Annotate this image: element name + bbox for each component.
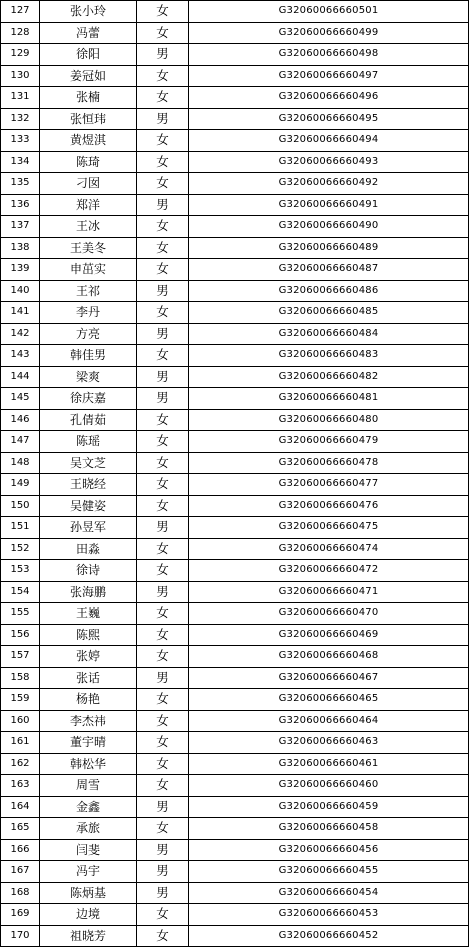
table-row [1, 882, 469, 904]
row-number: 140 [1, 280, 40, 302]
student-name: 杨艳 [40, 689, 137, 711]
row-number: 160 [1, 710, 40, 732]
student-name: 徐庆嘉 [40, 388, 137, 410]
student-name: 刁囡 [40, 173, 137, 195]
student-gender: 女 [137, 775, 189, 797]
row-number: 130 [1, 65, 40, 87]
student-gender: 男 [137, 517, 189, 539]
student-id: G32060066660452 [189, 925, 469, 947]
row-number: 134 [1, 151, 40, 173]
student-gender: 女 [137, 1, 189, 23]
row-number: 158 [1, 667, 40, 689]
student-gender: 女 [137, 710, 189, 732]
table-row [1, 603, 469, 625]
row-number: 149 [1, 474, 40, 496]
student-gender: 女 [137, 560, 189, 582]
row-number: 145 [1, 388, 40, 410]
student-gender: 女 [137, 22, 189, 44]
student-name: 黄煜淇 [40, 130, 137, 152]
row-number: 159 [1, 689, 40, 711]
table-row [1, 409, 469, 431]
student-gender: 女 [137, 474, 189, 496]
table-row [1, 323, 469, 345]
student-name: 王美冬 [40, 237, 137, 259]
student-gender: 女 [137, 237, 189, 259]
table-row [1, 216, 469, 238]
student-id: G32060066660481 [189, 388, 469, 410]
student-id: G32060066660474 [189, 538, 469, 560]
student-gender: 女 [137, 216, 189, 238]
row-number: 136 [1, 194, 40, 216]
student-name: 承旅 [40, 818, 137, 840]
table-row [1, 667, 469, 689]
row-number: 142 [1, 323, 40, 345]
table-row [1, 22, 469, 44]
table-row [1, 904, 469, 926]
row-number: 166 [1, 839, 40, 861]
student-id: G32060066660490 [189, 216, 469, 238]
row-number: 169 [1, 904, 40, 926]
row-number: 152 [1, 538, 40, 560]
student-gender: 女 [137, 904, 189, 926]
student-id: G32060066660475 [189, 517, 469, 539]
student-name: 韩佳男 [40, 345, 137, 367]
row-number: 132 [1, 108, 40, 130]
student-id: G32060066660493 [189, 151, 469, 173]
student-id: G32060066660477 [189, 474, 469, 496]
student-id: G32060066660479 [189, 431, 469, 453]
student-gender: 女 [137, 925, 189, 947]
table-row [1, 646, 469, 668]
table-row [1, 775, 469, 797]
table-row [1, 796, 469, 818]
student-id: G32060066660482 [189, 366, 469, 388]
student-gender: 女 [137, 259, 189, 281]
row-number: 170 [1, 925, 40, 947]
student-id: G32060066660458 [189, 818, 469, 840]
student-gender: 女 [137, 689, 189, 711]
row-number: 155 [1, 603, 40, 625]
student-name: 王祁 [40, 280, 137, 302]
row-number: 144 [1, 366, 40, 388]
table-row [1, 65, 469, 87]
row-number: 164 [1, 796, 40, 818]
student-id: G32060066660499 [189, 22, 469, 44]
student-name: 张婷 [40, 646, 137, 668]
row-number: 165 [1, 818, 40, 840]
student-id: G32060066660487 [189, 259, 469, 281]
student-name: 郑洋 [40, 194, 137, 216]
student-id: G32060066660476 [189, 495, 469, 517]
student-name: 梁爽 [40, 366, 137, 388]
student-id: G32060066660471 [189, 581, 469, 603]
table-row [1, 452, 469, 474]
row-number: 143 [1, 345, 40, 367]
student-name: 周雪 [40, 775, 137, 797]
table-row [1, 710, 469, 732]
table-row [1, 431, 469, 453]
student-name: 陈炳基 [40, 882, 137, 904]
table-row [1, 130, 469, 152]
table-row [1, 753, 469, 775]
student-gender: 女 [137, 495, 189, 517]
student-name: 陈熙 [40, 624, 137, 646]
student-gender: 男 [137, 323, 189, 345]
table-row [1, 173, 469, 195]
table-row [1, 259, 469, 281]
row-number: 127 [1, 1, 40, 23]
student-id: G32060066660454 [189, 882, 469, 904]
student-name: 吴健姿 [40, 495, 137, 517]
student-gender: 女 [137, 409, 189, 431]
student-id: G32060066660463 [189, 732, 469, 754]
student-gender: 男 [137, 388, 189, 410]
student-id: G32060066660492 [189, 173, 469, 195]
table-row [1, 1, 469, 23]
table-row [1, 732, 469, 754]
student-gender: 女 [137, 538, 189, 560]
student-gender: 男 [137, 44, 189, 66]
row-number: 131 [1, 87, 40, 109]
student-gender: 男 [137, 861, 189, 883]
table-row [1, 818, 469, 840]
student-gender: 女 [137, 603, 189, 625]
table-row [1, 624, 469, 646]
row-number: 128 [1, 22, 40, 44]
row-number: 133 [1, 130, 40, 152]
table-row [1, 108, 469, 130]
student-name: 姜冠如 [40, 65, 137, 87]
row-number: 147 [1, 431, 40, 453]
student-id: G32060066660494 [189, 130, 469, 152]
student-id: G32060066660498 [189, 44, 469, 66]
student-id: G32060066660461 [189, 753, 469, 775]
row-number: 151 [1, 517, 40, 539]
student-name: 边境 [40, 904, 137, 926]
table-row [1, 237, 469, 259]
table-row [1, 366, 469, 388]
student-name: 徐诗 [40, 560, 137, 582]
student-id: G32060066660478 [189, 452, 469, 474]
student-gender: 女 [137, 302, 189, 324]
student-name: 金鑫 [40, 796, 137, 818]
student-id: G32060066660495 [189, 108, 469, 130]
student-name: 张小玲 [40, 1, 137, 23]
student-id: G32060066660455 [189, 861, 469, 883]
table-row [1, 280, 469, 302]
student-name: 李杰祎 [40, 710, 137, 732]
student-name: 田淼 [40, 538, 137, 560]
student-gender: 男 [137, 366, 189, 388]
row-number: 161 [1, 732, 40, 754]
student-id: G32060066660497 [189, 65, 469, 87]
student-gender: 男 [137, 194, 189, 216]
student-id: G32060066660464 [189, 710, 469, 732]
student-id: G32060066660470 [189, 603, 469, 625]
student-gender: 女 [137, 431, 189, 453]
student-name: 申茁实 [40, 259, 137, 281]
student-id: G32060066660496 [189, 87, 469, 109]
student-gender: 男 [137, 839, 189, 861]
student-name: 冯宇 [40, 861, 137, 883]
student-id: G32060066660489 [189, 237, 469, 259]
student-id: G32060066660484 [189, 323, 469, 345]
student-gender: 男 [137, 108, 189, 130]
student-id: G32060066660468 [189, 646, 469, 668]
table-row [1, 474, 469, 496]
student-gender: 男 [137, 796, 189, 818]
row-number: 146 [1, 409, 40, 431]
student-id: G32060066660460 [189, 775, 469, 797]
student-name: 李丹 [40, 302, 137, 324]
student-name: 孔倩茹 [40, 409, 137, 431]
student-gender: 女 [137, 65, 189, 87]
student-name: 孙昱军 [40, 517, 137, 539]
student-name: 张楠 [40, 87, 137, 109]
table-row [1, 689, 469, 711]
student-gender: 男 [137, 667, 189, 689]
table-row [1, 560, 469, 582]
table-row [1, 87, 469, 109]
student-id: G32060066660459 [189, 796, 469, 818]
student-name: 王巍 [40, 603, 137, 625]
student-id: G32060066660469 [189, 624, 469, 646]
table-row [1, 581, 469, 603]
table-row [1, 44, 469, 66]
student-name: 韩松华 [40, 753, 137, 775]
student-name: 张恒玮 [40, 108, 137, 130]
student-id: G32060066660472 [189, 560, 469, 582]
row-number: 156 [1, 624, 40, 646]
student-name: 祖晓芳 [40, 925, 137, 947]
student-gender: 男 [137, 280, 189, 302]
student-id: G32060066660485 [189, 302, 469, 324]
roster-body [1, 1, 469, 947]
row-number: 157 [1, 646, 40, 668]
student-gender: 女 [137, 732, 189, 754]
student-name: 王晓经 [40, 474, 137, 496]
student-gender: 女 [137, 753, 189, 775]
student-gender: 女 [137, 452, 189, 474]
student-name: 张话 [40, 667, 137, 689]
table-row [1, 194, 469, 216]
row-number: 168 [1, 882, 40, 904]
student-gender: 男 [137, 581, 189, 603]
table-row [1, 538, 469, 560]
student-gender: 女 [137, 624, 189, 646]
student-id: G32060066660467 [189, 667, 469, 689]
student-name: 闫斐 [40, 839, 137, 861]
student-name: 陈琦 [40, 151, 137, 173]
table-row [1, 388, 469, 410]
student-id: G32060066660501 [189, 1, 469, 23]
row-number: 129 [1, 44, 40, 66]
table-row [1, 345, 469, 367]
row-number: 150 [1, 495, 40, 517]
row-number: 135 [1, 173, 40, 195]
student-id: G32060066660483 [189, 345, 469, 367]
row-number: 162 [1, 753, 40, 775]
table-row [1, 151, 469, 173]
table-row [1, 517, 469, 539]
student-gender: 女 [137, 818, 189, 840]
student-gender: 女 [137, 345, 189, 367]
row-number: 141 [1, 302, 40, 324]
student-id: G32060066660465 [189, 689, 469, 711]
row-number: 138 [1, 237, 40, 259]
student-name: 陈瑶 [40, 431, 137, 453]
student-name: 方亮 [40, 323, 137, 345]
student-id: G32060066660486 [189, 280, 469, 302]
row-number: 153 [1, 560, 40, 582]
student-name: 张海鹏 [40, 581, 137, 603]
table-row [1, 495, 469, 517]
row-number: 148 [1, 452, 40, 474]
student-gender: 女 [137, 130, 189, 152]
student-gender: 男 [137, 882, 189, 904]
student-id: G32060066660456 [189, 839, 469, 861]
table-row [1, 302, 469, 324]
row-number: 154 [1, 581, 40, 603]
row-number: 137 [1, 216, 40, 238]
student-name: 董宇晴 [40, 732, 137, 754]
student-id: G32060066660480 [189, 409, 469, 431]
row-number: 163 [1, 775, 40, 797]
student-name: 王冰 [40, 216, 137, 238]
student-id: G32060066660491 [189, 194, 469, 216]
table-row [1, 925, 469, 947]
table-row [1, 839, 469, 861]
row-number: 167 [1, 861, 40, 883]
student-name: 吴文芝 [40, 452, 137, 474]
student-gender: 女 [137, 173, 189, 195]
student-id: G32060066660453 [189, 904, 469, 926]
student-gender: 女 [137, 646, 189, 668]
student-gender: 女 [137, 151, 189, 173]
row-number: 139 [1, 259, 40, 281]
student-name: 徐阳 [40, 44, 137, 66]
table-row [1, 861, 469, 883]
student-name: 冯蕾 [40, 22, 137, 44]
student-gender: 女 [137, 87, 189, 109]
